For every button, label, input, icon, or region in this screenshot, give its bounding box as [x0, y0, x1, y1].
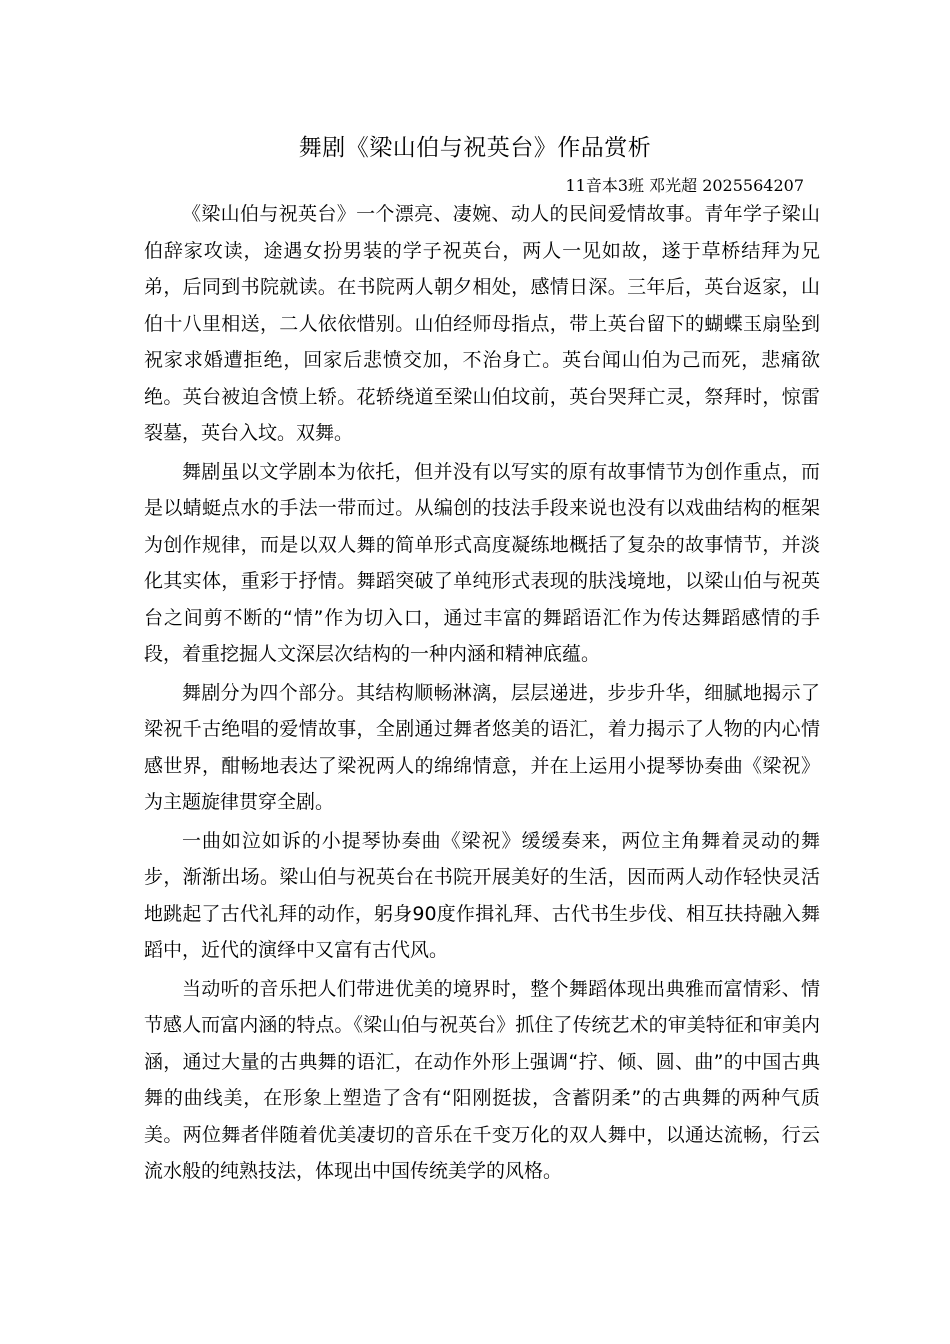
document-body: [144, 196, 820, 1192]
paragraph: 《梁山伯与祝英台》一个漂亮、凄婉、动人的民间爱情故事。青年学子梁山伯辞家攻读，途遇女扮男装的学子祝英台，两人一见如故，遂于草桥结拜为兄弟，后同到书院就读。在书院两人朝夕相处，感情日深。三年后，英台返家，山伯十八里相送，二人依依惜别。山伯经师母指点，带上英台留下的蝴蝶玉扇坠到祝家求婚遭拒绝，回家后悲愤交加，不治身亡。英台闻山伯为己而死，悲痛欲绝。英台被迫含愤上轿。花轿绕道至梁山伯坟前，英台哭拜亡灵，祭拜时，惊雷裂墓，英台入坟。双舞。: [144, 203, 820, 444]
paragraph: 舞剧分为四个部分。其结构顺畅淋漓，层层递进，步步升华，细腻地揭示了梁祝千古绝唱的爱情故事，全剧通过舞者悠美的语汇，着力揭示了人物的内心情感世界，酣畅地表达了梁祝两人的绵绵情意，并在上运用小提琴协奏曲《梁祝》为主题旋律贯穿全剧。: [144, 681, 820, 813]
document-title: 舞剧《梁山伯与祝英台》作品赏析: [298, 135, 652, 161]
paragraph: 舞剧虽以文学剧本为依托，但并没有以写实的原有故事情节为创作重点，而是以蜻蜓点水的手法一带而过。从编创的技法手段来说也没有以戏曲结构的框架为创作规律，而是以双人舞的简单形式高度凝练地概括了复杂的故事情节，并淡化其实体，重彩于抒情。舞蹈突破了单纯形式表现的肤浅境地，以梁山伯与祝英台之间剪不断的“情”作为切入口，通过丰富的舞蹈语汇作为传达舞蹈感情的手段，着重挖掘人文深层次结构的一种内涵和精神底蕴。: [144, 460, 820, 665]
paragraph: 当动听的音乐把人们带进优美的境界时，整个舞蹈体现出典雅而富情彩、情节感人而富内涵的特点。《梁山伯与祝英台》抓住了传统艺术的审美特征和审美内涵，通过大量的古典舞的语汇，在动作外形上强调“拧、倾、圆、曲”的中国古典舞的曲线美，在形象上塑造了含有“阳刚挺拔，含蓄阴柔”的古典舞的两种气质美。两位舞者伴随着优美凄切的音乐在千变万化的双人舞中，以通达流畅，行云流水般的纯熟技法，体现出中国传统美学的风格。: [144, 977, 820, 1182]
author-byline: 11音本3班 邓光超 2025564207: [565, 176, 804, 195]
paragraph: 一曲如泣如诉的小提琴协奏曲《梁祝》缓缓奏来，两位主角舞着灵动的舞步，渐渐出场。梁山伯与祝英台在书院开展美好的生活，因而两人动作轻快灵活地跳起了古代礼拜的动作，躬身90度作揖礼拜、古代书生步伐、相互扶持融入舞蹈中，近代的演绎中又富有古代风。: [144, 829, 820, 961]
